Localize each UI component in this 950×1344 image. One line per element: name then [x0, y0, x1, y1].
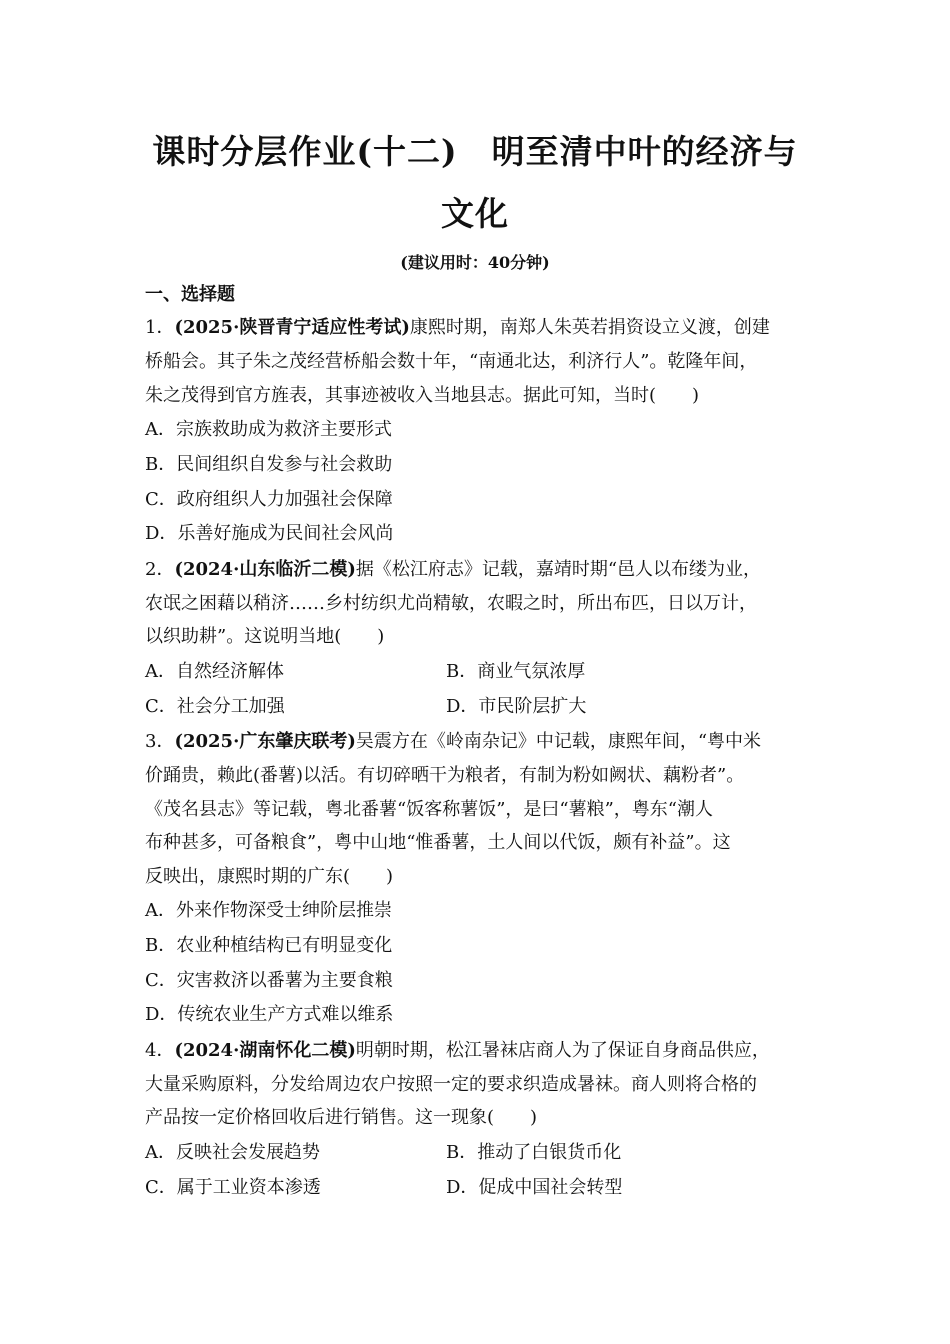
question-3-option-c: C．灾害救济以番薯为主要食粮 — [145, 970, 393, 991]
question-2-options-row-2 — [145, 695, 587, 719]
question-1-option-b: B．民间组织自发参与社会救助 — [145, 454, 393, 475]
time-hint: (建议用时：40分钟) — [400, 253, 550, 272]
question-3-option-b: B．农业种植结构已有明显变化 — [145, 935, 393, 956]
question-1-text-1: 康熙时期，南郑人朱英若捐资设立义渡，创建 — [409, 317, 770, 338]
question-1-option-d: D．乐善好施成为民间社会风尚 — [145, 523, 394, 544]
question-2-option-c: C．社会分工加强 — [145, 696, 285, 717]
question-3-option-a: A．外来作物深受士绅阶层推崇 — [145, 900, 392, 921]
question-1-line-1 — [145, 316, 770, 340]
question-2-line-3: 以织助耕”。这说明当地( ) — [145, 626, 385, 647]
question-3-line-1 — [145, 730, 761, 754]
page-title-line-2: 文化 — [441, 194, 509, 233]
question-4-source: (2024·湖南怀化二模) — [174, 1040, 356, 1061]
question-3-line-5: 反映出，康熙时期的广东( ) — [145, 866, 394, 887]
question-2-number: 2． — [145, 559, 175, 580]
question-3-source: (2025·广东肇庆联考) — [174, 731, 356, 752]
question-2-option-b: B．商业气氛浓厚 — [446, 661, 586, 682]
question-4-option-b: B．推动了白银货币化 — [446, 1142, 622, 1163]
question-4-options-row-2 — [145, 1176, 623, 1200]
question-4-line-2: 大量采购原料，分发给周边农户按照一定的要求织造成暑袜。商人则将合格的 — [145, 1074, 757, 1095]
question-1-source: (2025·陕晋青宁适应性考试) — [174, 317, 410, 338]
question-4-number: 4． — [145, 1040, 175, 1061]
question-1-number: 1． — [145, 317, 175, 338]
question-3-line-3: 《茂名县志》等记载，粤北番薯“饭客称薯饭”，是曰“薯粮”，粤东“潮人 — [145, 799, 714, 820]
question-4-option-c: C．属于工业资本渗透 — [145, 1177, 321, 1198]
question-2-line-2: 农氓之困藉以稍济……乡村纺织尤尚精敏，农暇之时，所出布匹，日以万计， — [145, 593, 757, 614]
question-1-option-c: C．政府组织人力加强社会保障 — [145, 489, 393, 510]
question-1-option-a: A．宗族救助成为救济主要形式 — [145, 419, 392, 440]
question-4-line-1 — [145, 1039, 770, 1063]
question-4-option-a: A．反映社会发展趋势 — [145, 1142, 320, 1163]
question-2-line-1 — [145, 558, 761, 582]
question-3-option-d: D．传统农业生产方式难以维系 — [145, 1004, 394, 1025]
question-4-text-1: 明朝时期，松江暑袜店商人为了保证自身商品供应， — [355, 1040, 770, 1061]
section-heading: 一、选择题 — [145, 284, 235, 305]
question-1-line-2: 桥船会。其子朱之茂经营桥船会数十年，“南通北达，利济行人”。乾隆年间， — [145, 351, 758, 372]
question-3-text-1: 吴震方在《岭南杂记》中记载，康熙年间，“粤中米 — [355, 731, 762, 752]
question-4-options-row-1 — [145, 1141, 622, 1165]
question-2-option-a: A．自然经济解体 — [145, 661, 284, 682]
question-2-options-row-1 — [145, 660, 586, 684]
question-3-number: 3． — [145, 731, 175, 752]
question-3-line-2: 价踊贵，赖此(番薯)以活。有切碎晒干为粮者，有制为粉如阙状、藕粉者”。 — [145, 765, 745, 786]
question-2-text-1: 据《松江府志》记载，嘉靖时期“邑人以布缕为业， — [355, 559, 762, 580]
page-title-line-1: 课时分层作业(十二) 明至清中叶的经济与 — [152, 132, 798, 171]
question-4-option-d: D．促成中国社会转型 — [446, 1177, 623, 1198]
question-4-line-3: 产品按一定价格回收后进行销售。这一现象( ) — [145, 1107, 538, 1128]
question-2-option-d: D．市民阶层扩大 — [446, 696, 587, 717]
question-3-line-4: 布种甚多，可备粮食”，粤中山地“惟番薯，土人间以代饭，颇有补益”。这 — [145, 832, 731, 853]
question-2-source: (2024·山东临沂二模) — [174, 559, 356, 580]
question-1-line-3: 朱之茂得到官方旌表，其事迹被收入当地县志。据此可知，当时( ) — [145, 385, 700, 406]
